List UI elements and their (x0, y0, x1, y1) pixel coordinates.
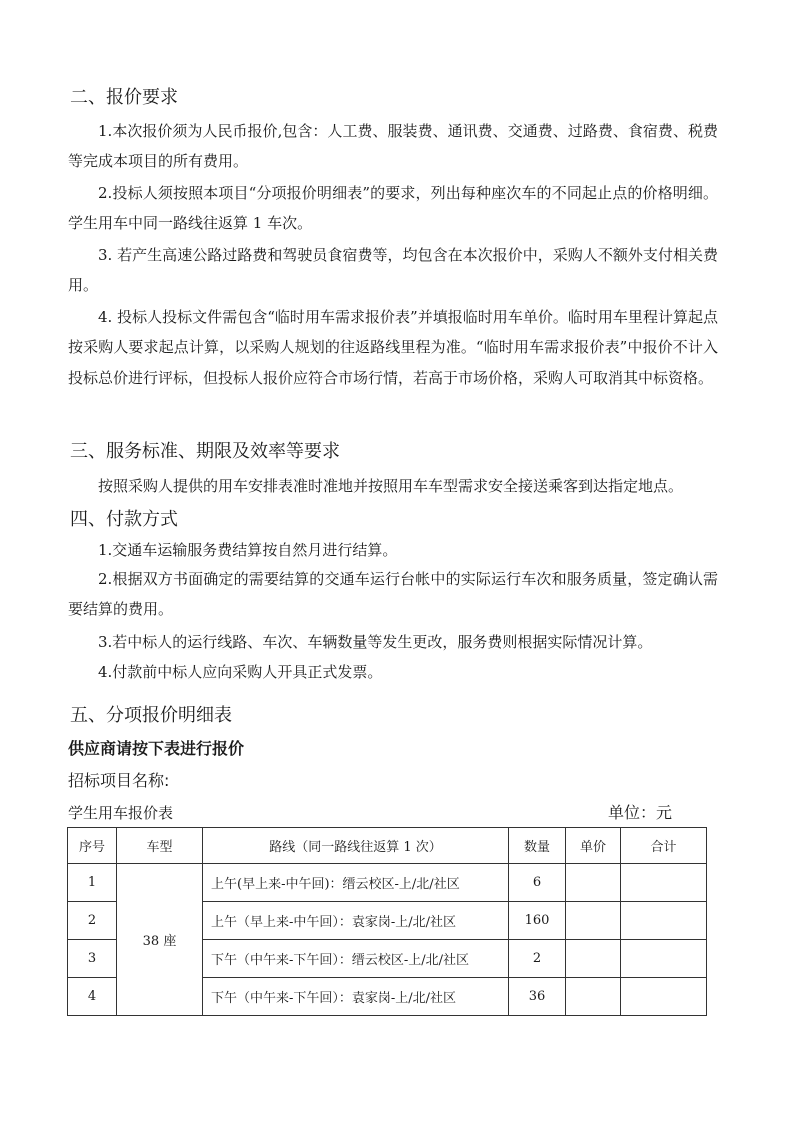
paragraph-toll-fees: 3. 若产生高速公路过路费和驾驶员食宿费等，均包含在本次报价中，采购人不额外支付相关费用。 (68, 246, 718, 295)
cell-unit-price[interactable] (566, 978, 621, 1016)
paragraph-payment-invoice: 4.付款前中标人应向采购人开具正式发票。 (98, 663, 383, 681)
table-header-row (68, 828, 707, 864)
cell-quantity: 36 (509, 978, 566, 1016)
student-vehicle-quote-table (67, 827, 707, 1016)
cell-no: 3 (68, 940, 117, 978)
project-name-label: 招标项目名称: (68, 771, 170, 790)
header-no: 序号 (68, 828, 117, 864)
cell-quantity: 6 (509, 864, 566, 902)
cell-unit-price[interactable] (566, 902, 621, 940)
cell-route: 下午（中午来-下午回）：袁家岗-上/北/社区 (203, 978, 509, 1016)
cell-total[interactable] (621, 864, 707, 902)
cell-no: 2 (68, 902, 117, 940)
paragraph-service-standards: 按照采购人提供的用车安排表准时准地并按照用车车型需求安全接送乘客到达指定地点。 (98, 477, 684, 495)
cell-route: 上午（早上来-中午回）：袁家岗-上/北/社区 (203, 902, 509, 940)
quote-instruction: 供应商请按下表进行报价 (68, 739, 245, 758)
paragraph-payment-monthly: 1.交通车运输服务费结算按自然月进行结算。 (98, 541, 398, 559)
cell-total[interactable] (621, 902, 707, 940)
section-heading-quote-requirements: 二、报价要求 (70, 87, 178, 108)
section-heading-payment-method: 四、付款方式 (70, 509, 178, 530)
cell-unit-price[interactable] (566, 864, 621, 902)
cell-route: 下午（中午来-下午回）：缙云校区-上/北/社区 (203, 940, 509, 978)
paragraph-itemized-breakdown: 2.投标人须按照本项目“分项报价明细表”的要求，列出每种座次车的不同起止点的价格明细。学生用车中同一路线往返算 1 车次。 (68, 184, 718, 233)
cell-quantity: 2 (509, 940, 566, 978)
table-caption: 学生用车报价表 (68, 804, 174, 822)
section-heading-service-standards: 三、服务标准、期限及效率等要求 (70, 441, 340, 462)
paragraph-temporary-vehicle: 4. 投标人投标文件需包含“临时用车需求报价表”并填报临时用车单价。临时用车里程计算起点按采购人要求起点计算，以采购人规划的往返路线里程为准。“临时用车需求报价表”中报价不计入投标总价进行评标，但投标人报价应符合市场行情，若高于市场价格，采购人可取消其中标资格。 (68, 308, 718, 387)
cell-vehicle-type: 38 座 (117, 864, 203, 1016)
paragraph-payment-settlement: 2.根据双方书面确定的需要结算的交通车运行台帐中的实际运行车次和服务质量，签定确认需要结算的费用。 (68, 570, 718, 619)
table-row (68, 864, 707, 902)
cell-no: 1 (68, 864, 117, 902)
header-unit-price: 单价 (566, 828, 621, 864)
paragraph-payment-changes: 3.若中标人的运行线路、车次、车辆数量等发生更改，服务费则根据实际情况计算。 (98, 633, 653, 651)
header-quantity: 数量 (509, 828, 566, 864)
header-route: 路线（同一路线往返算 1 次） (203, 828, 509, 864)
cell-quantity: 160 (509, 902, 566, 940)
header-vehicle-type: 车型 (117, 828, 203, 864)
cell-no: 4 (68, 978, 117, 1016)
section-heading-itemized-quote: 五、分项报价明细表 (70, 705, 232, 726)
cell-unit-price[interactable] (566, 940, 621, 978)
cell-total[interactable] (621, 940, 707, 978)
cell-route: 上午(早上来-中午回)：缙云校区-上/北/社区 (203, 864, 509, 902)
paragraph-quote-currency: 1.本次报价须为人民币报价,包含：人工费、服装费、通讯费、交通费、过路费、食宿费、税费等完成本项目的所有费用。 (68, 122, 718, 171)
cell-total[interactable] (621, 978, 707, 1016)
unit-label: 单位：元 (608, 803, 673, 822)
header-total: 合计 (621, 828, 707, 864)
